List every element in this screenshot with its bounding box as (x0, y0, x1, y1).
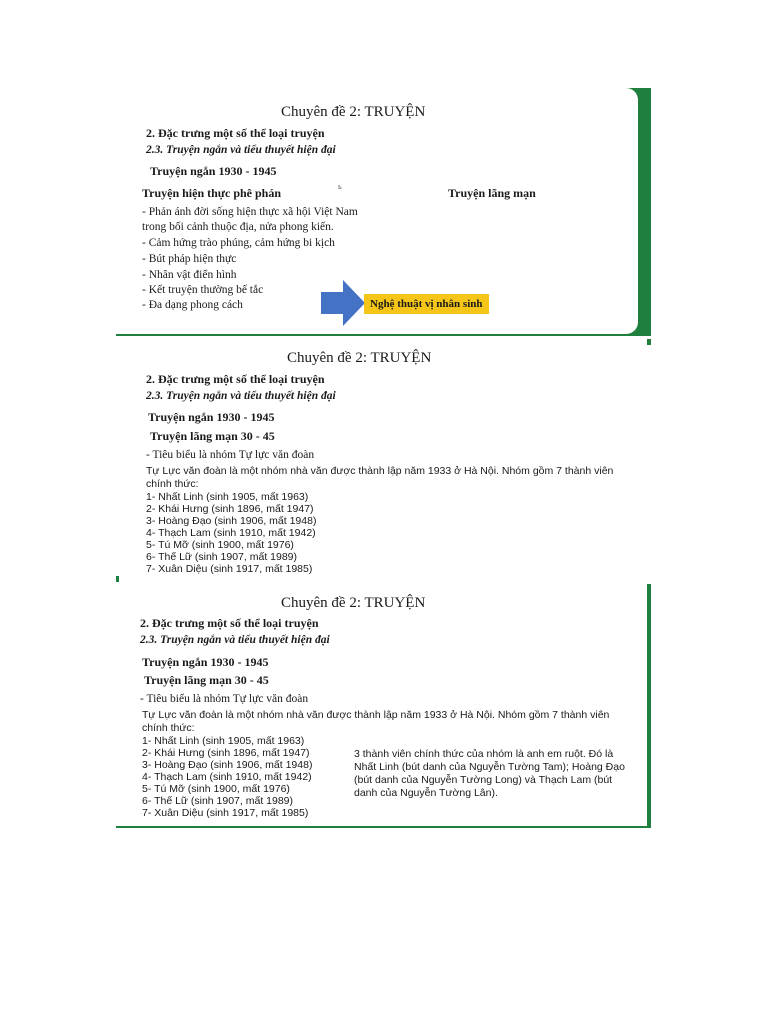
slide-3-representative: - Tiêu biểu là nhóm Tự lực văn đoàn (140, 693, 309, 705)
slide-1-content (116, 88, 638, 334)
slide-1-bullet: - Bút pháp hiện thực (142, 253, 237, 265)
slide-1-left-heading: Truyện hiện thực phê phán (142, 186, 282, 200)
slide-3-section: 2. Đặc trưng một số thể loại truyện (140, 616, 319, 630)
member-item: 6- Thế Lữ (sinh 1907, mất 1989) (146, 551, 298, 563)
slide-3-intro: Tự Lực văn đoàn là một nhóm nhà văn được thành lập năm 1933 ở Hà Nội. Nhóm gồm 7 thành viên (142, 709, 610, 721)
member-item: 2- Khái Hưng (sinh 1896, mất 1947) (146, 503, 314, 515)
member-item: 4- Thạch Lam (sinh 1910, mất 1942) (142, 771, 312, 783)
member-item: 7- Xuân Diệu (sinh 1917, mất 1985) (142, 807, 309, 819)
member-item: 3- Hoàng Đạo (sinh 1906, mất 1948) (142, 759, 313, 771)
slide-1-section: 2. Đặc trưng một số thể loại truyện (146, 126, 325, 140)
slide-1-subsection: 2.3. Truyện ngắn và tiểu thuyết hiện đại (146, 144, 336, 156)
slide-3-subsection: 2.3. Truyện ngắn và tiểu thuyết hiện đại (140, 634, 330, 646)
slide-1 (116, 88, 651, 336)
slide-3-note: 3 thành viên chính thức của nhóm là anh em ruột. Đó là Nhất Linh (bút danh của Nguyễn Tường Tam); Hoàng Đạo (bút danh của Nguyễn Tường Long) và Thạch Lam (bút danh của Nguyễn Tường Lân). (354, 748, 625, 799)
slide-2-intro: chính thức: (146, 478, 199, 490)
slide-1-bullet: - Đa dạng phong cách (142, 299, 243, 311)
slide-2-edge (116, 576, 119, 582)
member-item: 1- Nhất Linh (sinh 1905, mất 1963) (142, 735, 305, 747)
slide-1-bullet: - Nhân vật điển hình (142, 269, 237, 281)
slide-2-intro: Tự Lực văn đoàn là một nhóm nhà văn được thành lập năm 1933 ở Hà Nội. Nhóm gồm 7 thành viên (146, 465, 614, 477)
slide-3-period: Truyện ngắn 1930 - 1945 (142, 655, 269, 669)
slide-2-subsection: 2.3. Truyện ngắn và tiểu thuyết hiện đại (146, 390, 336, 402)
slide-2-edge (647, 339, 651, 345)
slide-3-edge (116, 826, 651, 828)
slide-2-representative: - Tiêu biểu là nhóm Tự lực văn đoàn (146, 449, 315, 461)
slide-2-romance: Truyện lãng mạn 30 - 45 (150, 429, 275, 443)
slide-1-bullet: - Cảm hứng trào phúng, cảm hứng bi kịch (142, 237, 335, 249)
slide-1-bullet: trong bối cảnh thuộc địa, nửa phong kiến. (142, 221, 334, 233)
slide-1-right-heading: Truyện lãng mạn (448, 186, 536, 200)
member-item: 6- Thế Lữ (sinh 1907, mất 1989) (142, 795, 294, 807)
slide-3-title: Chuyên đề 2: TRUYỆN (281, 595, 426, 611)
slide-2-title: Chuyên đề 2: TRUYỆN (287, 350, 432, 366)
member-item: 7- Xuân Diệu (sinh 1917, mất 1985) (146, 563, 313, 575)
member-item: 1- Nhất Linh (sinh 1905, mất 1963) (146, 491, 309, 503)
right-arrow-icon (321, 280, 365, 326)
slide-2-period: Truyện ngắn 1930 - 1945 (148, 410, 275, 424)
slide-2-section: 2. Đặc trưng một số thể loại truyện (146, 372, 325, 386)
slide-1-bullet: - Phản ánh đời sống hiện thực xã hội Việt Nam (142, 206, 358, 218)
slide-1-title: Chuyên đề 2: TRUYỆN (281, 104, 426, 120)
callout-box: Nghệ thuật vị nhân sinh (364, 294, 489, 314)
slide-1-bullet: - Kết truyện thường bế tắc (142, 284, 264, 296)
cursor-mark: ь (338, 182, 342, 191)
slide-3 (116, 584, 651, 828)
member-item: 2- Khái Hưng (sinh 1896, mất 1947) (142, 747, 310, 759)
slide-2 (116, 339, 651, 582)
member-item: 5- Tú Mỡ (sinh 1900, mất 1976) (142, 783, 290, 795)
slide-1-period: Truyện ngắn 1930 - 1945 (150, 164, 277, 178)
member-item: 4- Thạch Lam (sinh 1910, mất 1942) (146, 527, 316, 539)
member-item: 5- Tú Mỡ (sinh 1900, mất 1976) (146, 539, 294, 551)
member-item: 3- Hoàng Đạo (sinh 1906, mất 1948) (146, 515, 317, 527)
slide-3-intro: chính thức: (142, 722, 195, 734)
slide-3-edge (647, 584, 651, 828)
slide-3-romance: Truyện lãng mạn 30 - 45 (144, 673, 269, 687)
